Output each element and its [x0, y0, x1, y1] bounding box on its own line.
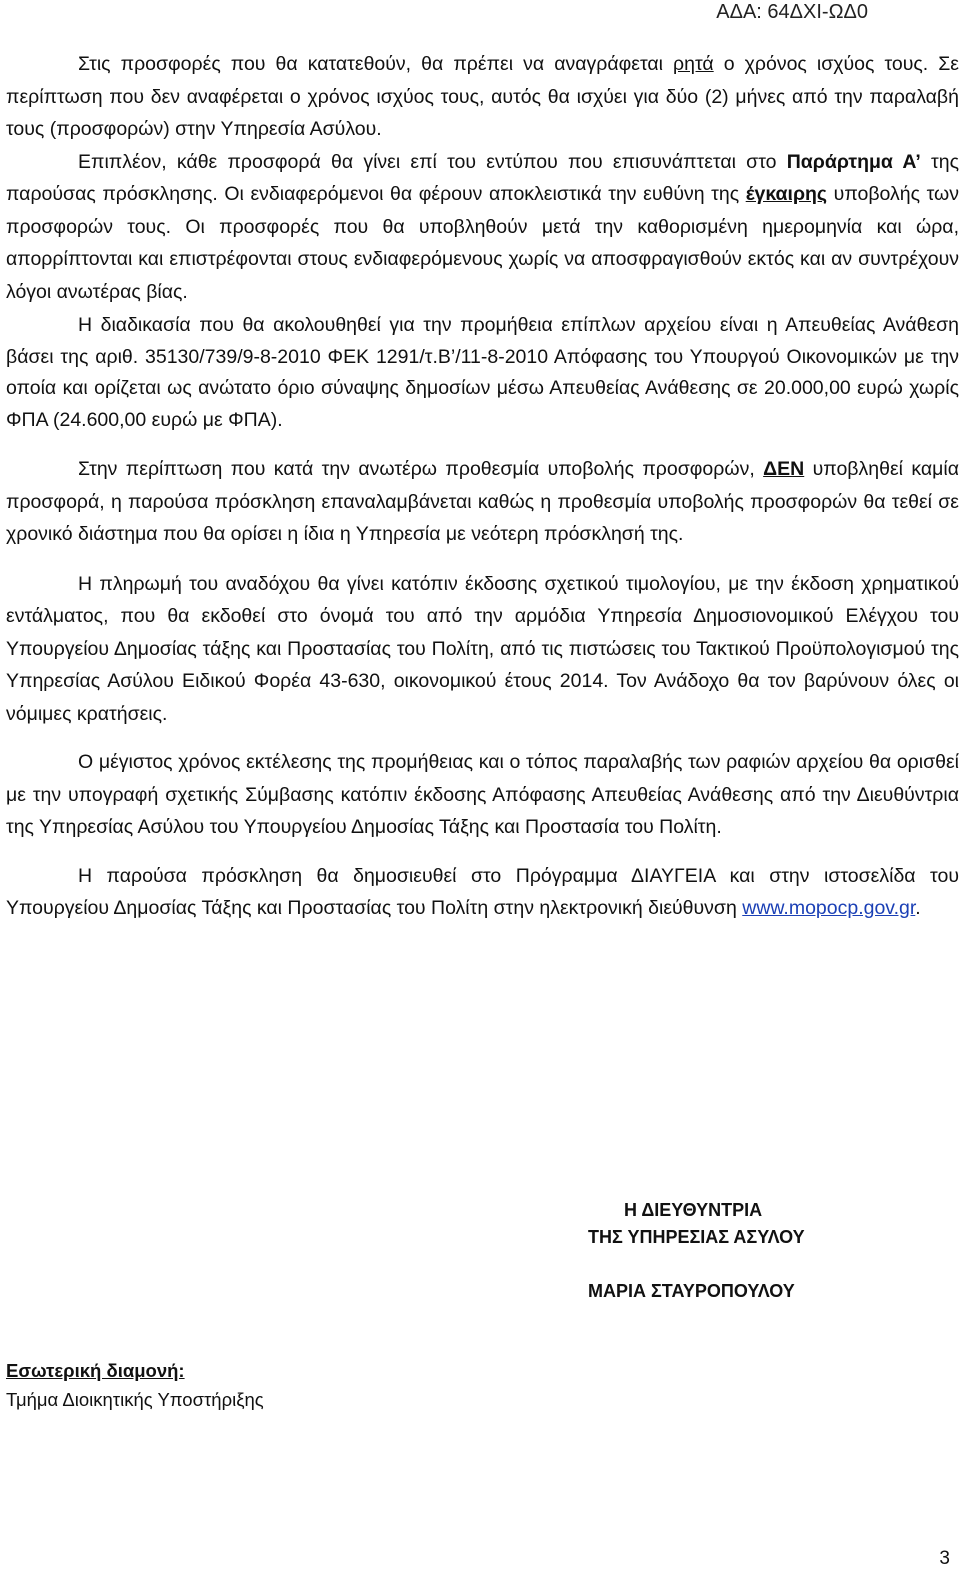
- signatory-name: ΜΑΡΙΑ ΣΤΑΥΡΟΠΟΥΛΟΥ: [588, 1281, 795, 1301]
- paragraph-offer-validity: [6, 48, 959, 146]
- signature-department: ΤΗΣ ΥΠΗΡΕΣΙΑΣ ΑΣΥΛΟΥ: [588, 1227, 805, 1247]
- text-run: Η παρούσα πρόσκληση θα δημοσιευθεί στο Πρόγραμμα ΔΙΑΥΓΕΙΑ και στην ιστοσελίδα του Υπουργείου Δημοσίας Τάξης και Προστασίας του Πολίτη στην ηλεκτρονική διεύθυνση: [6, 864, 959, 919]
- emphasis-text: έγκαιρης: [745, 183, 828, 205]
- text-run: .: [915, 897, 921, 919]
- text-run: Επιπλέον, κάθε προσφορά θα γίνει επί του εντύπου που επισυνάπτεται στο: [78, 150, 787, 173]
- text-run: ο χρόνος ισχύος τους. Σε περίπτωση που δεν αναφέρεται ο χρόνος ισχύος τους, αυτός θα ισχύει για δύο (2) μήνες από την παραλαβή τους (προσφορών) στην Υπηρεσία Ασύλου.: [6, 53, 960, 140]
- annex-reference: Παράρτημα Α’: [786, 150, 921, 173]
- paragraph-delivery: Ο μέγιστος χρόνος εκτέλεσης της προμήθειας και ο τόπος παραλαβής των ραφιών αρχείου θα ορισθεί με την υπογραφή σχετικής Σύμβασης κατόπιν έκδοσης Απόφασης Απευθείας Ανάθεσης από την Διευθύντρια της Υπηρεσίας Ασύλου του Υπουργείου Δημοσίας Τάξης και Προστασία του Πολίτη.: [6, 751, 959, 838]
- text-run: της παρούσας πρόσκλησης. Οι ενδιαφερόμενοι θα φέρουν αποκλειστικά την ευθύνη της: [6, 150, 959, 205]
- internal-distribution-heading: Εσωτερική διαμονή:: [6, 1360, 185, 1381]
- paragraph-procedure: Η διαδικασία που θα ακολουθηθεί για την προμήθεια επίπλων αρχείου είναι η Απευθείας Ανάθεση βάσει της αριθ. 35130/739/9-8-2010 ΦΕΚ 1291/τ.Β’/11-8-2010 Απόφασης του Υπουργού Οικονομικών με την οποία και ορίζεται ως ανώτατο όριο σύναψης δημοσίων μέσω Απευθείας Ανάθεσης σε 20.000,00 ευρώ χωρίς ΦΠΑ (24.600,00 ευρώ με ΦΠΑ).: [6, 314, 959, 431]
- underlined-text: ρητά: [673, 53, 714, 75]
- paragraph-payment: Η πληρωμή του αναδόχου θα γίνει κατόπιν έκδοσης σχετικού τιμολογίου, με την έκδοση χρηματικού εντάλματος, που θα εκδοθεί στο όνομά του από την αρμόδια Υπηρεσία Δημοσιονομικού Ελέγχου του Υπουργείου Δημοσίας τάξης και Προστασίας του Πολίτη, από τις πιστώσεις του Τακτικού Προϋπολογισμού της Υπηρεσίας Ασύλου Ειδικού Φορέα 43-630, οικονομικού έτους 2014. Τον Ανάδοχο θα τον βαρύνουν όλες οι νόμιμες κρατήσεις.: [6, 572, 959, 725]
- document-body: [6, 48, 959, 925]
- text-run: υποβληθεί καμία προσφορά, η παρούσα πρόσκληση επαναλαμβάνεται καθώς η προθεσμία υποβολής προσφορών θα τεθεί σε χρονικό διάστημα που θα ορίσει η ίδια η Υπηρεσία με νεότερη πρόσκλησή της.: [6, 458, 959, 545]
- page-number: 3: [939, 1548, 950, 1569]
- ada-code: ΑΔΑ: 64ΔΧΙ-ΩΔ0: [716, 1, 868, 23]
- signature-block: [588, 1197, 805, 1305]
- internal-distribution-item: Τμήμα Διοικητικής Υποστήριξης: [6, 1389, 264, 1410]
- paragraph-offer-form: [6, 146, 959, 309]
- emphasis-text: ΔΕΝ: [763, 458, 805, 480]
- signature-title: Η ΔΙΕΥΘΥΝΤΡΙΑ: [624, 1200, 763, 1220]
- text-run: Στις προσφορές που θα κατατεθούν, θα πρέπει να αναγράφεται: [78, 53, 674, 75]
- text-run: Στην περίπτωση που κατά την ανωτέρω προθεσμία υποβολής προσφορών,: [78, 458, 764, 480]
- paragraph-publication: [6, 860, 959, 925]
- internal-distribution: [6, 1356, 264, 1414]
- paragraph-no-offers: [6, 453, 959, 551]
- text-run: υποβολής των προσφορών τους. Οι προσφορές που θα υποβληθούν μετά την καθορισμένη ημερομηνία και ώρα, απορρίπτονται και επιστρέφονται στους ενδιαφερόμενους χωρίς να αποσφραγισθούν εκτός και αν συντρέχουν λόγοι ανωτέρας βίας.: [6, 183, 959, 303]
- website-link[interactable]: www.mopocp.gov.gr: [742, 897, 916, 919]
